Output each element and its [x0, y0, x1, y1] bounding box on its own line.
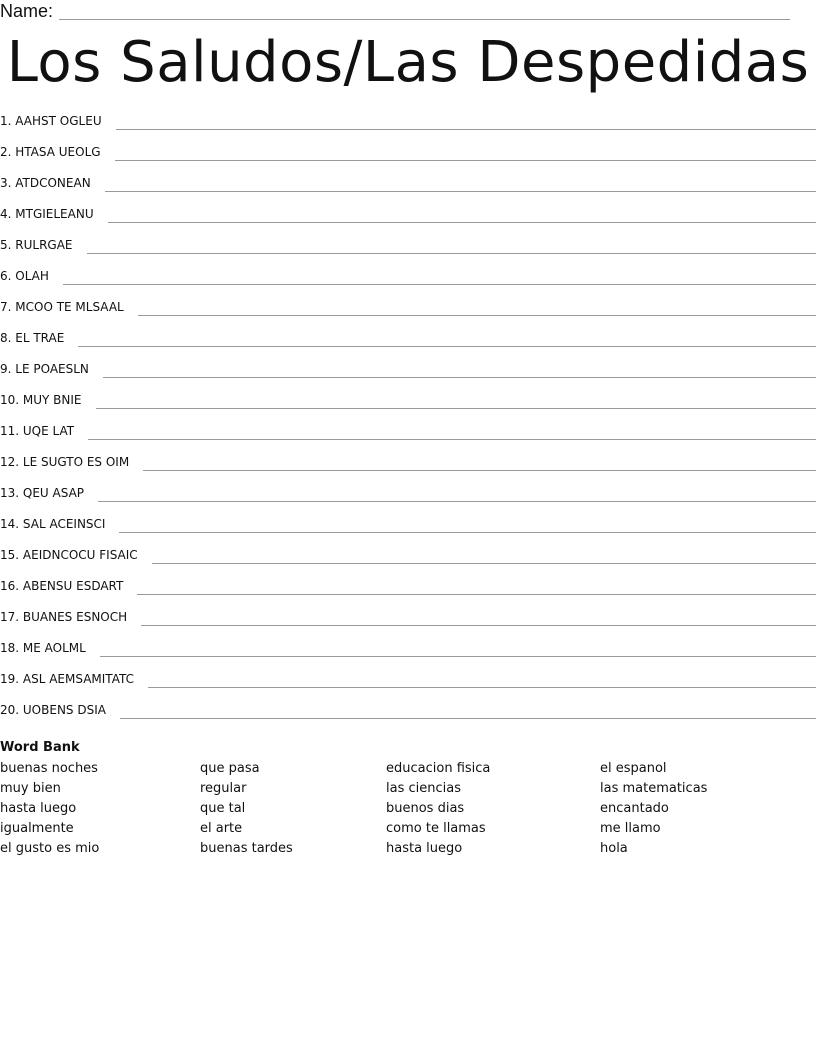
- scramble-item: [0, 575, 816, 606]
- word-bank-entry: las matematicas: [600, 781, 708, 796]
- scramble-item: [0, 172, 816, 203]
- answer-line[interactable]: [103, 358, 816, 378]
- scramble-word: 2. HTASA UEOLG: [0, 145, 101, 159]
- scramble-word: 4. MTGIELEANU: [0, 207, 94, 221]
- scramble-item: [0, 203, 816, 234]
- scramble-word: 8. EL TRAE: [0, 331, 65, 345]
- scramble-item: [0, 699, 816, 730]
- scramble-word: 19. ASL AEMSAMITATC: [0, 672, 134, 686]
- word-bank-column: [386, 759, 490, 859]
- scramble-word: 16. ABENSU ESDART: [0, 579, 124, 593]
- scramble-item: [0, 668, 816, 699]
- scramble-word: 3. ATDCONEAN: [0, 176, 91, 190]
- scramble-item: [0, 141, 816, 172]
- word-bank-entry: buenos dias: [386, 801, 465, 816]
- scramble-word: 12. LE SUGTO ES OIM: [0, 455, 130, 469]
- scramble-item: [0, 513, 816, 544]
- answer-line[interactable]: [120, 699, 816, 719]
- scramble-word: 5. RULRGAE: [0, 238, 73, 252]
- scramble-item: [0, 420, 816, 451]
- answer-line[interactable]: [96, 389, 816, 409]
- answer-line[interactable]: [152, 544, 816, 564]
- word-bank-entry: educacion fisica: [386, 761, 491, 776]
- scramble-item: [0, 265, 816, 296]
- scramble-item: [0, 389, 816, 420]
- word-bank-entry: encantado: [600, 801, 669, 816]
- word-bank-column: [600, 759, 707, 859]
- answer-line[interactable]: [138, 296, 816, 316]
- scramble-word: 7. MCOO TE MLSAAL: [0, 300, 124, 314]
- answer-line[interactable]: [63, 265, 816, 285]
- word-bank-entry: el espanol: [600, 761, 667, 776]
- word-bank-entry: igualmente: [0, 821, 74, 836]
- scramble-word: 9. LE POAESLN: [0, 362, 89, 376]
- answer-line[interactable]: [141, 606, 816, 626]
- scramble-item: [0, 451, 816, 482]
- scramble-item: [0, 234, 816, 265]
- word-bank-entry: hola: [600, 841, 628, 856]
- answer-line[interactable]: [78, 327, 816, 347]
- scramble-word: 20. UOBENS DSIA: [0, 703, 106, 717]
- word-bank-entry: que pasa: [200, 761, 260, 776]
- scramble-word: 6. OLAH: [0, 269, 49, 283]
- scramble-item: [0, 637, 816, 668]
- scramble-list: [0, 110, 816, 730]
- answer-line[interactable]: [115, 141, 816, 161]
- answer-line[interactable]: [105, 172, 816, 192]
- word-bank-entry: buenas noches: [0, 761, 98, 776]
- answer-line[interactable]: [137, 575, 816, 595]
- word-bank-entry: regular: [200, 781, 247, 796]
- scramble-item: [0, 296, 816, 327]
- page-title: Los Saludos/Las Despedidas: [6, 30, 810, 95]
- word-bank-column: [0, 759, 99, 859]
- name-field[interactable]: [59, 3, 790, 20]
- word-bank-entry: como te llamas: [386, 821, 486, 836]
- scramble-word: 15. AEIDNCOCU FISAIC: [0, 548, 138, 562]
- word-bank-entry: me llamo: [600, 821, 661, 836]
- answer-line[interactable]: [88, 420, 816, 440]
- word-bank: [0, 739, 816, 856]
- scramble-word: 18. ME AOLML: [0, 641, 86, 655]
- word-bank-entry: las ciencias: [386, 781, 461, 796]
- scramble-word: 1. AAHST OGLEU: [0, 114, 102, 128]
- answer-line[interactable]: [98, 482, 816, 502]
- word-bank-entry: el arte: [200, 821, 243, 836]
- answer-line[interactable]: [87, 234, 816, 254]
- scramble-item: [0, 544, 816, 575]
- word-bank-entry: que tal: [200, 801, 246, 816]
- word-bank-entry: muy bien: [0, 781, 61, 796]
- word-bank-entry: hasta luego: [0, 801, 77, 816]
- scramble-word: 10. MUY BNIE: [0, 393, 82, 407]
- word-bank-entry: hasta luego: [386, 841, 463, 856]
- scramble-item: [0, 606, 816, 637]
- word-bank-entry: el gusto es mio: [0, 841, 100, 856]
- answer-line[interactable]: [143, 451, 816, 471]
- name-label: Name:: [0, 1, 54, 21]
- scramble-item: [0, 110, 816, 141]
- scramble-item: [0, 482, 816, 513]
- scramble-item: [0, 358, 816, 389]
- answer-line[interactable]: [108, 203, 816, 223]
- scramble-word: 14. SAL ACEINSCI: [0, 517, 106, 531]
- scramble-word: 11. UQE LAT: [0, 424, 75, 438]
- name-row: [0, 0, 790, 20]
- answer-line[interactable]: [119, 513, 816, 533]
- word-bank-entry: buenas tardes: [200, 841, 293, 856]
- word-bank-title: Word Bank: [0, 740, 80, 755]
- scramble-word: 17. BUANES ESNOCH: [0, 610, 128, 624]
- scramble-word: 13. QEU ASAP: [0, 486, 85, 500]
- answer-line[interactable]: [148, 668, 816, 688]
- answer-line[interactable]: [100, 637, 816, 657]
- answer-line[interactable]: [116, 110, 816, 130]
- scramble-item: [0, 327, 816, 358]
- word-bank-column: [200, 759, 293, 859]
